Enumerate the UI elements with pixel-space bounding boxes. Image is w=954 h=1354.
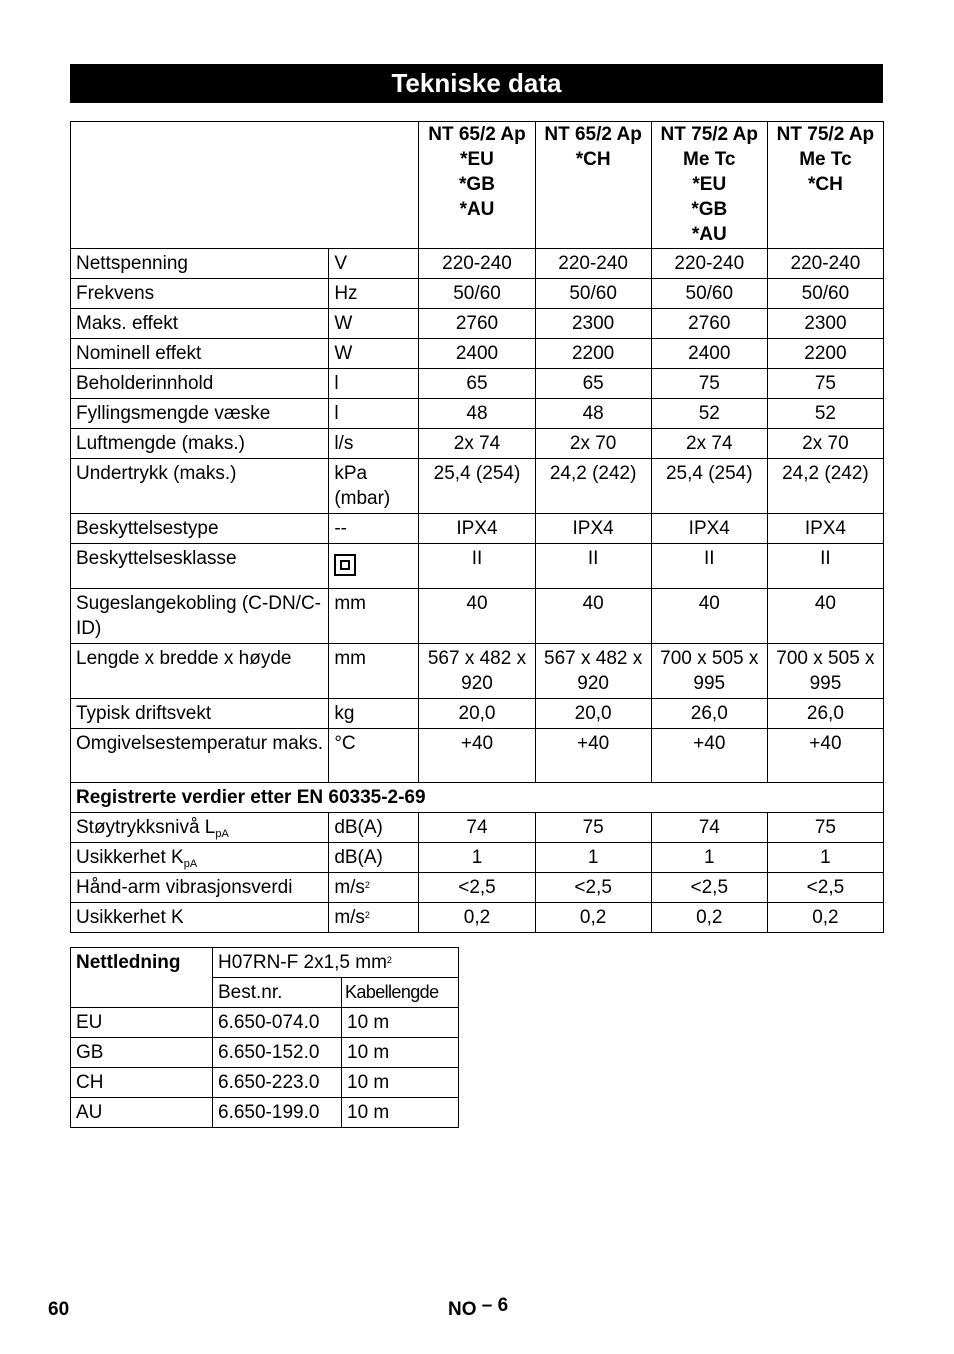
- spec-value: 50/60: [767, 279, 883, 309]
- spec-label: Undertrykk (maks.): [71, 459, 329, 514]
- spec-value: 2x 74: [651, 429, 767, 459]
- registered-unit-sup: 2: [364, 880, 370, 890]
- spec-label: Beskyttelsesklasse: [71, 544, 329, 589]
- model-header-line: NT 75/2 Ap: [776, 124, 875, 145]
- registered-unit-sup: 2: [364, 910, 370, 920]
- spec-value: 220-240: [651, 249, 767, 279]
- power-cord-region: GB: [71, 1038, 213, 1068]
- registered-value: 1: [651, 843, 767, 873]
- model-header-line: *CH: [575, 149, 611, 170]
- spec-value: II: [651, 544, 767, 589]
- power-cord-row: [71, 1068, 459, 1098]
- spec-value: II: [535, 544, 651, 589]
- spec-label: Luftmengde (maks.): [71, 429, 329, 459]
- registered-label-sub: pA: [215, 828, 229, 840]
- power-cord-spec-sup: 2: [386, 955, 392, 965]
- model-header-line: NT 65/2 Ap: [428, 124, 526, 145]
- registered-value: 74: [419, 813, 535, 843]
- registered-value: 0,2: [535, 903, 651, 933]
- registered-value: <2,5: [419, 873, 535, 903]
- registered-label-text: Usikkerhet K: [76, 847, 184, 868]
- model-header-line: *GB: [691, 199, 728, 220]
- registered-label: [71, 843, 329, 873]
- registered-value: 1: [767, 843, 883, 873]
- registered-value: 75: [767, 813, 883, 843]
- language-code: NO: [448, 1299, 477, 1320]
- spec-value: 2760: [419, 309, 535, 339]
- power-cord-row: [71, 1008, 459, 1038]
- spec-value: 2x 70: [535, 429, 651, 459]
- power-cord-row: [71, 1038, 459, 1068]
- spec-value: 52: [651, 399, 767, 429]
- power-cord-region: AU: [71, 1098, 213, 1128]
- spec-value: 26,0: [767, 699, 883, 729]
- registered-unit: [329, 843, 419, 873]
- spec-value: +40: [535, 729, 651, 783]
- spec-value: IPX4: [535, 514, 651, 544]
- spec-row: [71, 589, 884, 644]
- registered-unit-text: dB(A): [334, 847, 383, 868]
- registered-value: <2,5: [535, 873, 651, 903]
- page-title: Tekniske data: [70, 64, 883, 103]
- registered-unit-text: dB(A): [334, 817, 383, 838]
- spec-value: II: [419, 544, 535, 589]
- spec-value: 50/60: [535, 279, 651, 309]
- power-cord-heading: Nettledning: [71, 948, 213, 1008]
- model-header-line: *GB: [459, 174, 495, 195]
- model-header-line: *CH: [808, 174, 843, 195]
- registered-unit-text: m/s: [334, 907, 365, 928]
- spec-value: 40: [535, 589, 651, 644]
- section-row: [71, 783, 884, 813]
- model-header: [419, 122, 535, 249]
- spec-unit: W: [329, 309, 419, 339]
- spec-row: [71, 249, 884, 279]
- spec-unit: l: [329, 399, 419, 429]
- section-title: Registrerte verdier etter EN 60335-2-69: [71, 783, 884, 813]
- spec-value: 567 x 482 x 920: [419, 644, 535, 699]
- spec-value: 220-240: [767, 249, 883, 279]
- spec-row: [71, 729, 884, 783]
- power-cord-spec: [213, 948, 459, 978]
- model-header-line: Me Tc: [799, 149, 852, 170]
- spec-unit: l/s: [329, 429, 419, 459]
- spec-value: 52: [767, 399, 883, 429]
- spec-value: 220-240: [535, 249, 651, 279]
- spec-row: [71, 369, 884, 399]
- spec-row: [71, 429, 884, 459]
- spec-value: 2x 74: [419, 429, 535, 459]
- power-cord-partno: 6.650-074.0: [213, 1008, 342, 1038]
- spec-unit: l: [329, 369, 419, 399]
- spec-value: 26,0: [651, 699, 767, 729]
- spec-value: 2200: [535, 339, 651, 369]
- power-cord-partno: 6.650-223.0: [213, 1068, 342, 1098]
- registered-label: [71, 903, 329, 933]
- model-header-line: NT 75/2 Ap: [660, 124, 759, 145]
- page-number: 60: [48, 1299, 70, 1320]
- registered-unit-text: m/s: [334, 877, 365, 898]
- registered-value: 1: [535, 843, 651, 873]
- spec-row: [71, 699, 884, 729]
- registered-value: 1: [419, 843, 535, 873]
- spec-unit: [329, 544, 419, 589]
- power-cord-spec-row: [71, 948, 459, 978]
- spec-value: 25,4 (254): [419, 459, 535, 514]
- protection-class-ii-icon: [334, 554, 356, 576]
- power-cord-body: [71, 948, 459, 1128]
- model-header: [535, 122, 651, 249]
- model-header-line: Me Tc: [683, 149, 736, 170]
- power-cord-table: [70, 947, 459, 1128]
- spec-value: 2400: [651, 339, 767, 369]
- spec-value: +40: [651, 729, 767, 783]
- registered-value: 0,2: [419, 903, 535, 933]
- registered-label-text: Støytrykksnivå L: [76, 817, 216, 838]
- model-header-line: NT 65/2 Ap: [544, 124, 642, 145]
- spec-value: II: [767, 544, 883, 589]
- page-footer-label: [448, 1295, 509, 1321]
- technical-data-table: [70, 121, 884, 933]
- spec-row: [71, 544, 884, 589]
- spec-value: 75: [767, 369, 883, 399]
- registered-row: [71, 813, 884, 843]
- spec-value: 2x 70: [767, 429, 883, 459]
- spec-value: 65: [535, 369, 651, 399]
- spec-value: 2760: [651, 309, 767, 339]
- registered-row: [71, 903, 884, 933]
- registered-unit: [329, 873, 419, 903]
- spec-label: Typisk driftsvekt: [71, 699, 329, 729]
- spec-label: Fyllingsmengde væske: [71, 399, 329, 429]
- column-header-partno: Best.nr.: [213, 978, 342, 1008]
- spec-value: 700 x 505 x 995: [651, 644, 767, 699]
- spec-value: 25,4 (254): [651, 459, 767, 514]
- power-cord-length: 10 m: [342, 1068, 459, 1098]
- spec-row: [71, 644, 884, 699]
- spec-unit: mm: [329, 589, 419, 644]
- spec-value: 2300: [535, 309, 651, 339]
- spec-unit: Hz: [329, 279, 419, 309]
- registered-value: <2,5: [651, 873, 767, 903]
- registered-unit: [329, 813, 419, 843]
- model-header-line: *AU: [691, 224, 727, 245]
- spec-value: 40: [651, 589, 767, 644]
- spec-value: 50/60: [651, 279, 767, 309]
- registered-row: [71, 843, 884, 873]
- spec-value: 40: [419, 589, 535, 644]
- spec-value: IPX4: [767, 514, 883, 544]
- header-blank-cell: [71, 122, 419, 249]
- spec-unit: kPa (mbar): [329, 459, 419, 514]
- power-cord-partno: 6.650-152.0: [213, 1038, 342, 1068]
- spec-value: IPX4: [651, 514, 767, 544]
- spec-value: 2300: [767, 309, 883, 339]
- spec-label: Beholderinnhold: [71, 369, 329, 399]
- spec-row: [71, 339, 884, 369]
- registered-value: 0,2: [767, 903, 883, 933]
- registered-label-text: Usikkerhet K: [76, 907, 184, 928]
- spec-value: 50/60: [419, 279, 535, 309]
- model-header-line: *EU: [692, 174, 727, 195]
- spec-unit: kg: [329, 699, 419, 729]
- spec-value: 24,2 (242): [767, 459, 883, 514]
- model-header: [651, 122, 767, 249]
- spec-row: [71, 514, 884, 544]
- registered-unit: [329, 903, 419, 933]
- spec-label: Omgivelsestemperatur maks.: [71, 729, 329, 783]
- spec-value: 40: [767, 589, 883, 644]
- spec-value: 48: [535, 399, 651, 429]
- registered-value: 75: [535, 813, 651, 843]
- spec-value: 220-240: [419, 249, 535, 279]
- power-cord-region: CH: [71, 1068, 213, 1098]
- power-cord-partno: 6.650-199.0: [213, 1098, 342, 1128]
- spec-value: +40: [419, 729, 535, 783]
- spec-unit: W: [329, 339, 419, 369]
- spec-value: 700 x 505 x 995: [767, 644, 883, 699]
- spec-value: +40: [767, 729, 883, 783]
- registered-label-sub: pA: [183, 858, 198, 870]
- spec-row: [71, 309, 884, 339]
- model-header: [767, 122, 883, 249]
- power-cord-region: EU: [71, 1008, 213, 1038]
- spec-value: 2200: [767, 339, 883, 369]
- spec-label: Nominell effekt: [71, 339, 329, 369]
- spec-value: 2400: [419, 339, 535, 369]
- spec-value: 20,0: [535, 699, 651, 729]
- spec-unit: --: [329, 514, 419, 544]
- power-cord-length: 10 m: [342, 1038, 459, 1068]
- spec-value: 75: [651, 369, 767, 399]
- power-cord-spec-text: H07RN-F 2x1,5 mm: [218, 952, 387, 973]
- spec-row: [71, 399, 884, 429]
- spec-label: Beskyttelsestype: [71, 514, 329, 544]
- spec-value: 65: [419, 369, 535, 399]
- registered-row: [71, 873, 884, 903]
- spec-value: 48: [419, 399, 535, 429]
- registered-value: <2,5: [767, 873, 883, 903]
- model-header-row: [71, 122, 884, 249]
- model-header-line: *AU: [459, 199, 495, 220]
- spec-unit: mm: [329, 644, 419, 699]
- spec-unit: V: [329, 249, 419, 279]
- spec-row: [71, 459, 884, 514]
- spec-row: [71, 279, 884, 309]
- power-cord-length: 10 m: [342, 1098, 459, 1128]
- registered-value: 74: [651, 813, 767, 843]
- spec-unit: °C: [329, 729, 419, 783]
- spec-label: Sugeslangekobling (C-DN/C-ID): [71, 589, 329, 644]
- spec-label: Nettspenning: [71, 249, 329, 279]
- spec-value: IPX4: [419, 514, 535, 544]
- technical-data-body: [71, 122, 884, 933]
- registered-label: [71, 873, 329, 903]
- spec-value: 20,0: [419, 699, 535, 729]
- spec-value: 567 x 482 x 920: [535, 644, 651, 699]
- spec-label: Maks. effekt: [71, 309, 329, 339]
- section-page: – 6: [481, 1295, 509, 1316]
- model-header-line: *EU: [460, 149, 494, 170]
- registered-value: 0,2: [651, 903, 767, 933]
- spec-label: Frekvens: [71, 279, 329, 309]
- registered-label-text: Hånd-arm vibrasjonsverdi: [76, 877, 293, 898]
- power-cord-row: [71, 1098, 459, 1128]
- spec-label: Lengde x bredde x høyde: [71, 644, 329, 699]
- column-header-cable-length: Kabellengde: [342, 978, 459, 1008]
- power-cord-length: 10 m: [342, 1008, 459, 1038]
- registered-label: [71, 813, 329, 843]
- spec-value: 24,2 (242): [535, 459, 651, 514]
